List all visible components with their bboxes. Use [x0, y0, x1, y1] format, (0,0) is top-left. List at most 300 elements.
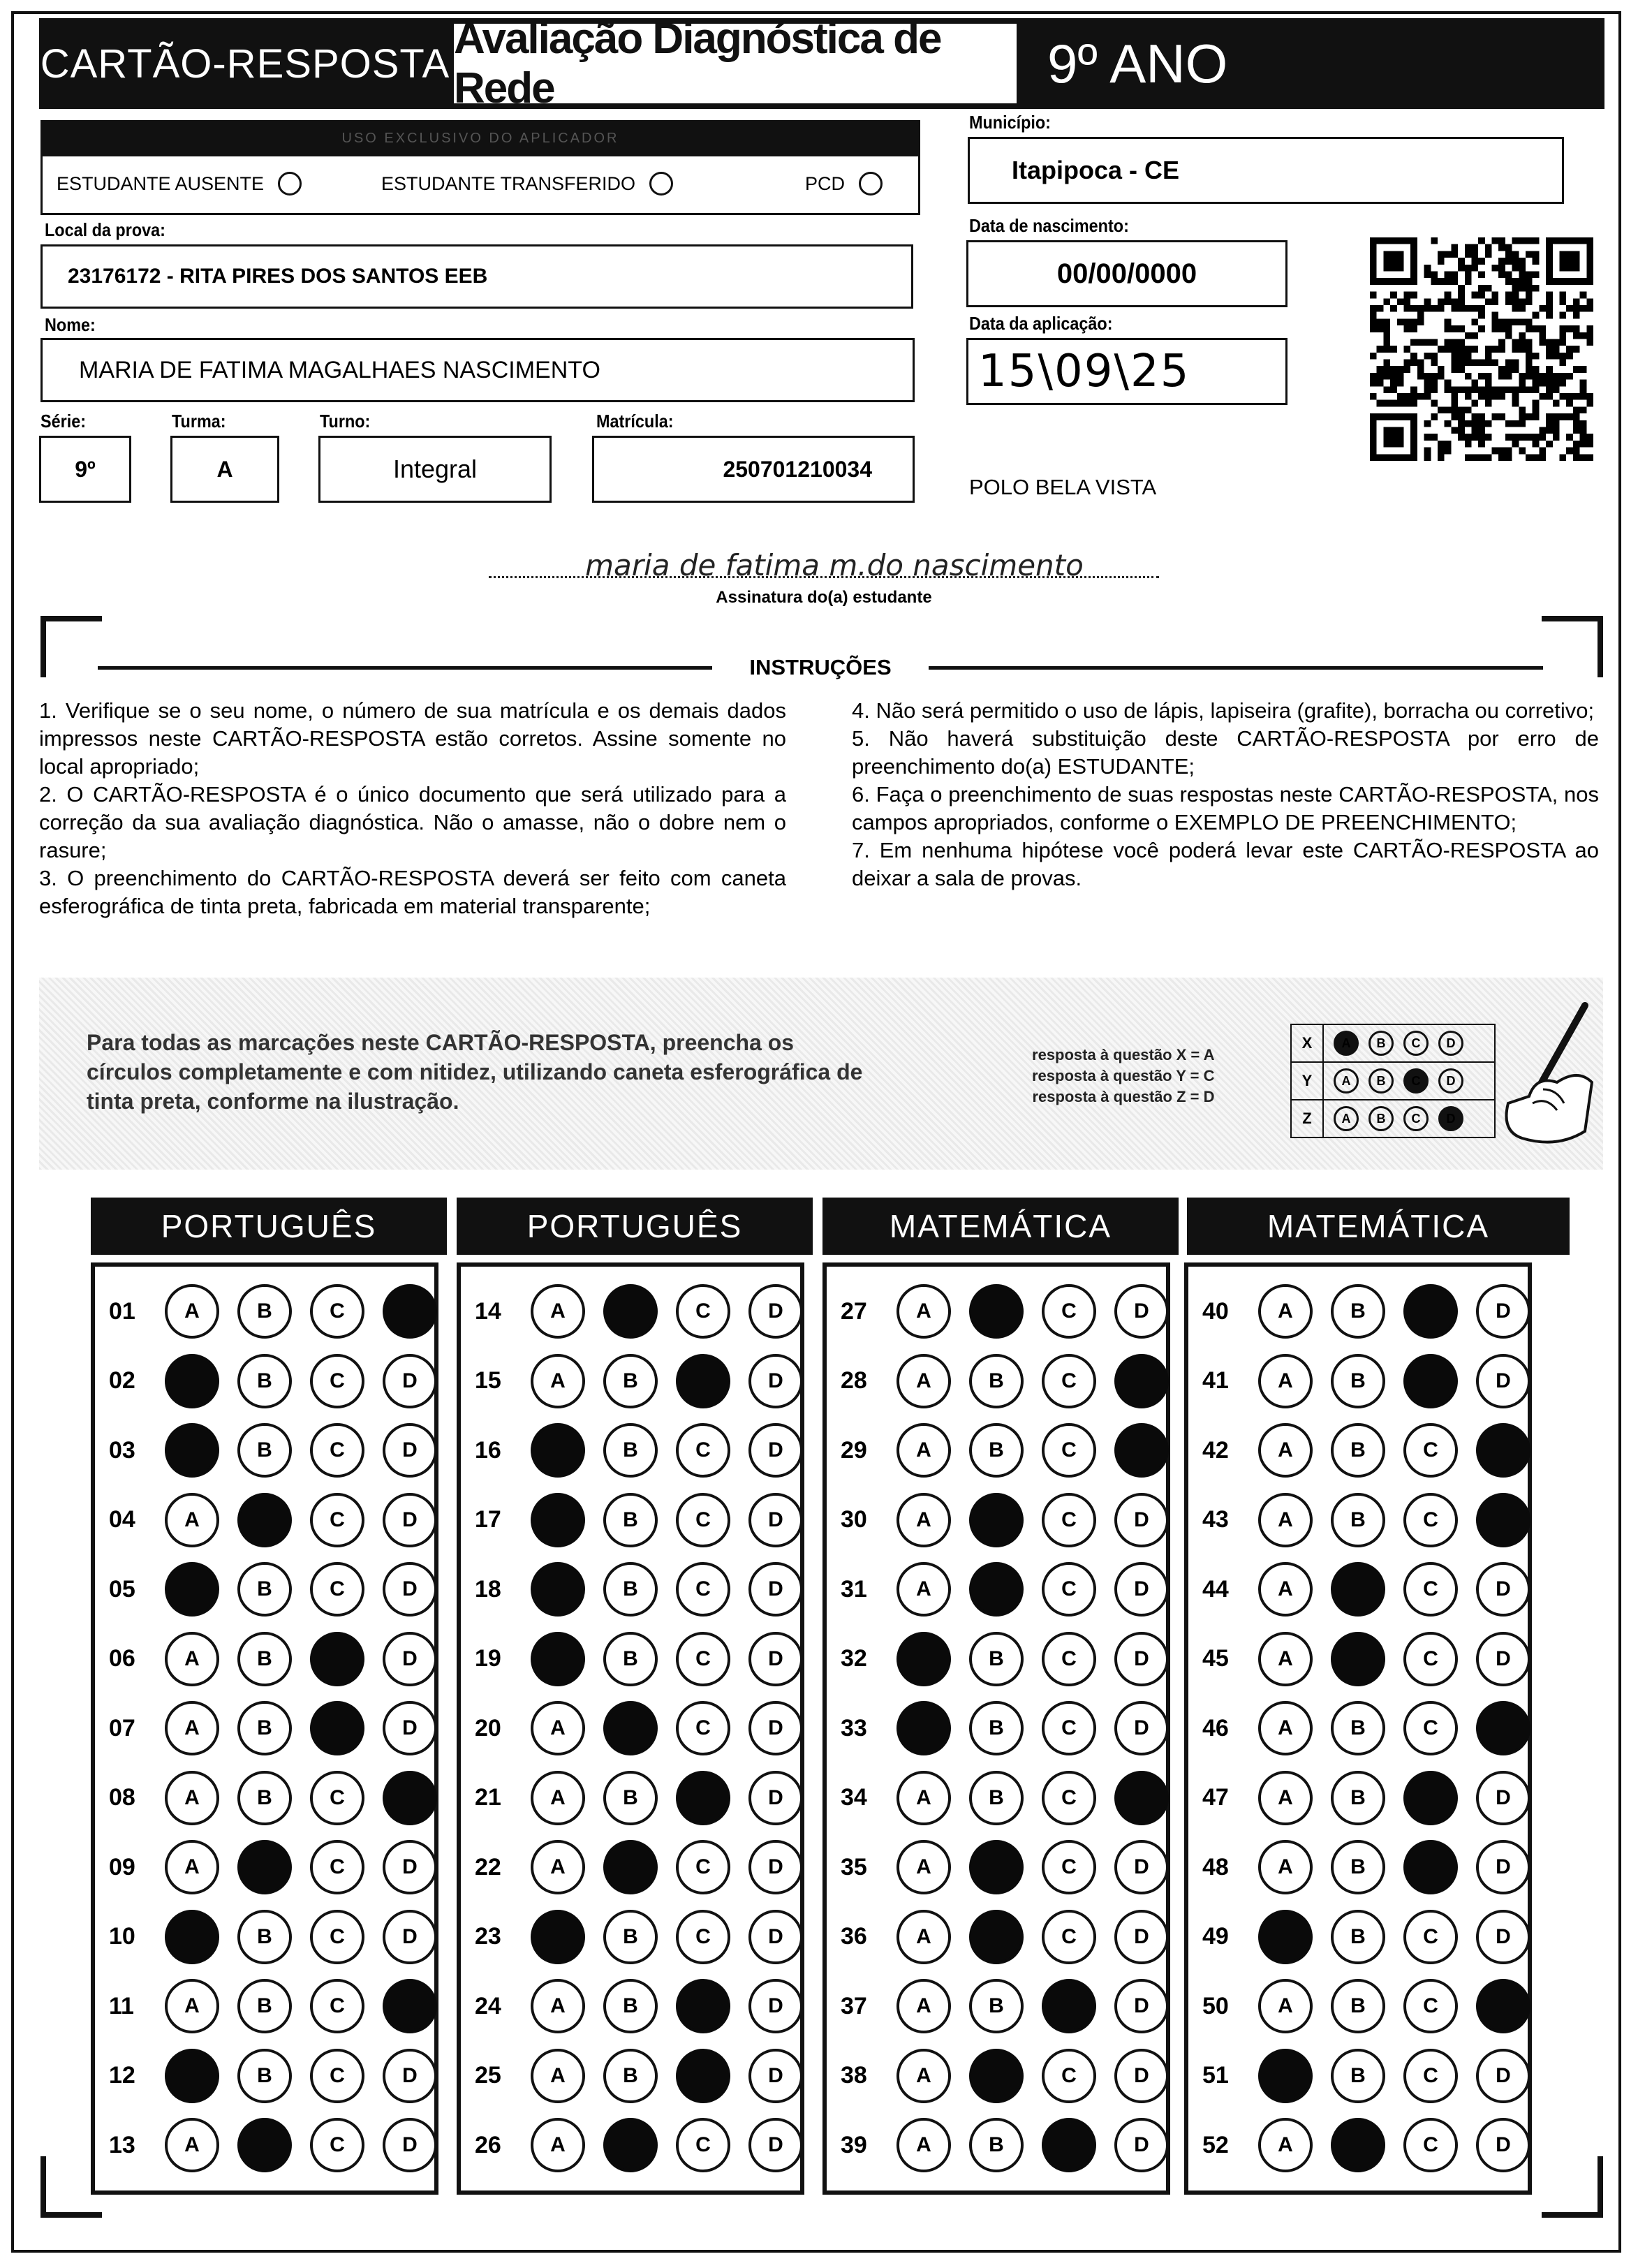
answer-bubble-c[interactable] [310, 1632, 364, 1686]
question-row [1202, 1767, 1530, 1829]
answer-bubble-c[interactable]: C [1042, 1284, 1096, 1339]
answer-bubble-d[interactable]: D [1114, 1701, 1169, 1755]
card-title: CARTÃO-RESPOSTA [40, 40, 450, 87]
answer-bubble-a[interactable]: A [165, 1979, 219, 2033]
answer-bubble-c[interactable]: C [676, 1632, 730, 1686]
answer-bubble-a[interactable]: A [897, 2118, 951, 2172]
answer-bubble-b[interactable] [1331, 1562, 1385, 1617]
answer-bubble-b[interactable]: B [237, 1910, 292, 1964]
answer-bubble-c[interactable]: C [1403, 1701, 1458, 1755]
answer-bubble-d[interactable]: D [1114, 1979, 1169, 2033]
answer-bubble-a[interactable]: A [165, 1284, 219, 1339]
answer-bubble-b[interactable]: B [603, 1910, 658, 1964]
answer-bubble-b[interactable]: B [1331, 1910, 1385, 1964]
question-number: 30 [841, 1506, 867, 1533]
answer-bubble-a[interactable]: A [531, 1284, 585, 1339]
answer-bubble-a[interactable] [531, 1423, 585, 1478]
signature-line [489, 576, 1159, 578]
answer-bubble-a[interactable]: A [897, 1562, 951, 1617]
answer-bubble-b[interactable]: B [237, 1632, 292, 1686]
answer-bubble-c[interactable]: C [310, 1840, 364, 1894]
answer-bubble-b[interactable]: B [1331, 1423, 1385, 1478]
answer-bubble-d[interactable]: D [748, 1354, 803, 1408]
answer-bubble-a[interactable]: A [1258, 1493, 1313, 1547]
answer-bubble-b[interactable] [1331, 2118, 1385, 2172]
answer-bubble-b[interactable] [969, 1840, 1024, 1894]
answer-bubble-c[interactable] [676, 1771, 730, 1825]
question-row [475, 1767, 803, 1829]
question-number: 24 [475, 1992, 501, 2019]
question-row [841, 1420, 1169, 1481]
answer-bubble-d[interactable] [1476, 1701, 1530, 1755]
answer-bubble-a[interactable] [165, 1562, 219, 1617]
answer-bubble-c[interactable]: C [1042, 1840, 1096, 1894]
answer-bubble-a[interactable]: A [1258, 2118, 1313, 2172]
hand-pen-icon [1480, 999, 1599, 1159]
answer-bubble-a[interactable] [165, 1910, 219, 1964]
answer-bubble-a[interactable]: A [531, 1771, 585, 1825]
answer-bubble-c[interactable]: C [1042, 1493, 1096, 1547]
local-value: 23176172 - RITA PIRES DOS SANTOS EEB [68, 265, 488, 288]
answer-bubble-b[interactable]: B [237, 1701, 292, 1755]
answer-bubble-b[interactable]: B [237, 2049, 292, 2103]
answer-bubble-d[interactable]: D [748, 1284, 803, 1339]
question-row [475, 1420, 803, 1481]
answer-bubble-b[interactable] [603, 2118, 658, 2172]
answer-bubble-d[interactable]: D [1114, 1284, 1169, 1339]
answer-bubble-d[interactable]: D [748, 1910, 803, 1964]
answer-bubble-c[interactable]: C [310, 2118, 364, 2172]
answer-bubble-b[interactable]: B [603, 1423, 658, 1478]
answer-bubble-d[interactable]: D [1476, 1771, 1530, 1825]
answer-bubble-d[interactable]: D [383, 1701, 437, 1755]
instruction-item: 5. Não haverá substituição deste CARTÃO-RESPOSTA por erro de preenchimento do(a) ESTUDANTE; [852, 726, 1599, 779]
answer-bubble-d[interactable]: D [383, 2049, 437, 2103]
answer-bubble-c[interactable]: C [310, 2049, 364, 2103]
answer-bubble-b[interactable]: B [969, 1423, 1024, 1478]
answer-bubble-c[interactable]: C [1042, 1632, 1096, 1686]
answer-bubble-b[interactable]: B [969, 1354, 1024, 1408]
answer-bubble-c[interactable]: C [310, 1910, 364, 1964]
question-number: 38 [841, 2062, 867, 2089]
answer-bubble-b[interactable] [603, 1840, 658, 1894]
question-number: 41 [1202, 1367, 1229, 1394]
matricula-field [592, 436, 915, 503]
answer-bubble-d[interactable]: D [748, 1493, 803, 1547]
answer-bubble-c[interactable] [1403, 1840, 1458, 1894]
grade-title: 9º ANO [1047, 32, 1228, 94]
answer-bubble-b[interactable]: B [969, 1771, 1024, 1825]
question-number: 31 [841, 1575, 867, 1603]
answer-bubble-d[interactable]: D [748, 1840, 803, 1894]
question-number: 37 [841, 1992, 867, 2019]
answer-bubble-d[interactable]: D [748, 2118, 803, 2172]
question-row [841, 1281, 1169, 1342]
answer-bubble-a[interactable]: A [897, 1771, 951, 1825]
answer-bubble-d[interactable]: D [1114, 2118, 1169, 2172]
answer-bubble-c[interactable]: C [1042, 1423, 1096, 1478]
answer-bubble-b[interactable]: B [603, 1354, 658, 1408]
answer-bubble-a[interactable]: A [531, 2118, 585, 2172]
answer-bubble-b[interactable]: B [1331, 1493, 1385, 1547]
answer-bubble-b[interactable]: B [603, 1562, 658, 1617]
answer-bubble-d[interactable]: D [383, 2118, 437, 2172]
answer-bubble-a[interactable]: A [531, 1354, 585, 1408]
nome-field [40, 338, 915, 402]
answer-bubble-a[interactable] [897, 1632, 951, 1686]
answer-bubble-b[interactable]: B [969, 1979, 1024, 2033]
answer-bubble-b[interactable] [969, 2049, 1024, 2103]
answer-bubble-d[interactable]: D [1476, 1840, 1530, 1894]
answer-bubble-a[interactable]: A [897, 1910, 951, 1964]
answer-bubble-c[interactable]: C [1403, 1423, 1458, 1478]
answer-bubble-c[interactable] [676, 1979, 730, 2033]
answer-bubble-c[interactable]: C [1042, 2049, 1096, 2103]
example-bubble-a: A [1334, 1068, 1359, 1094]
answer-bubble-d[interactable]: D [1114, 1632, 1169, 1686]
answer-bubble-c[interactable]: C [310, 1562, 364, 1617]
question-number: 14 [475, 1297, 501, 1325]
answer-bubble-c[interactable]: C [1042, 1562, 1096, 1617]
question-row [1202, 1420, 1530, 1481]
answer-bubble-c[interactable]: C [1042, 1910, 1096, 1964]
question-number: 27 [841, 1297, 867, 1325]
answer-bubble-c[interactable]: C [1042, 1354, 1096, 1408]
answer-bubble-c[interactable]: C [310, 1493, 364, 1547]
answer-bubble-a[interactable]: A [165, 1771, 219, 1825]
answer-bubble-a[interactable] [531, 1493, 585, 1547]
question-row [109, 1767, 437, 1829]
answer-bubble-c[interactable]: C [310, 1284, 364, 1339]
answer-bubble-b[interactable]: B [1331, 2049, 1385, 2103]
answer-bubble-a[interactable]: A [165, 1632, 219, 1686]
answer-bubble-b[interactable]: B [237, 1979, 292, 2033]
answer-bubble-d[interactable]: D [383, 1493, 437, 1547]
answer-bubble-b[interactable] [603, 1701, 658, 1755]
answer-bubble-a[interactable]: A [1258, 1284, 1313, 1339]
question-row [109, 1489, 437, 1551]
answer-bubble-c[interactable]: C [1403, 1979, 1458, 2033]
answer-bubble-a[interactable]: A [897, 1423, 951, 1478]
nascimento-label: Data de nascimento: [969, 215, 1129, 236]
answer-bubble-c[interactable]: C [676, 1701, 730, 1755]
answer-bubble-b[interactable] [237, 2118, 292, 2172]
answer-bubble-d[interactable] [1114, 1354, 1169, 1408]
answer-bubble-a[interactable]: A [165, 1493, 219, 1547]
answer-bubble-b[interactable]: B [603, 1771, 658, 1825]
question-number: 40 [1202, 1297, 1229, 1325]
signature-handwriting: maria de fatima m.do nascimento [585, 548, 1084, 582]
question-number: 06 [109, 1645, 135, 1672]
transferido-bubble[interactable] [649, 172, 673, 196]
question-number: 22 [475, 1853, 501, 1880]
answer-bubble-d[interactable] [1114, 1771, 1169, 1825]
answer-bubble-d[interactable] [1476, 1423, 1530, 1478]
corner-mark [1542, 2156, 1603, 2218]
answer-bubble-d[interactable]: D [748, 1771, 803, 1825]
answer-bubble-a[interactable]: A [1258, 1840, 1313, 1894]
question-row [475, 1489, 803, 1551]
answer-bubble-a[interactable] [1258, 1910, 1313, 1964]
example-bubble-b: B [1368, 1031, 1394, 1056]
answer-bubble-d[interactable] [383, 1771, 437, 1825]
answer-bubble-d[interactable]: D [1476, 1354, 1530, 1408]
answer-bubble-c[interactable]: C [676, 1910, 730, 1964]
answer-bubble-c[interactable]: C [1403, 1493, 1458, 1547]
example-row-key: X [1292, 1025, 1324, 1061]
answer-bubble-b[interactable]: B [1331, 1771, 1385, 1825]
answer-bubble-b[interactable]: B [237, 1354, 292, 1408]
answer-bubble-c[interactable] [1042, 2118, 1096, 2172]
answer-bubble-a[interactable] [531, 1632, 585, 1686]
example-row-key: Z [1292, 1100, 1324, 1137]
serie-label: Série: [40, 411, 87, 432]
answer-bubble-d[interactable]: D [1114, 2049, 1169, 2103]
example-bubble-c: C [1403, 1068, 1429, 1094]
answer-bubble-a[interactable]: A [897, 1979, 951, 2033]
question-row [841, 1628, 1169, 1690]
answer-bubble-b[interactable]: B [1331, 1979, 1385, 2033]
answer-bubble-d[interactable]: D [1114, 1493, 1169, 1547]
answer-bubble-d[interactable]: D [383, 1423, 437, 1478]
answer-bubble-a[interactable]: A [1258, 1632, 1313, 1686]
ausente-bubble[interactable] [278, 172, 302, 196]
answer-bubble-d[interactable]: D [1114, 1840, 1169, 1894]
answer-bubble-c[interactable]: C [676, 2118, 730, 2172]
option-pcd [805, 172, 883, 196]
question-row [475, 1836, 803, 1898]
answer-bubble-b[interactable] [969, 1910, 1024, 1964]
answer-bubble-b[interactable] [969, 1562, 1024, 1617]
question-row [475, 1559, 803, 1620]
example-bubble-b: B [1368, 1106, 1394, 1131]
answer-bubble-b[interactable] [237, 1840, 292, 1894]
answer-bubble-b[interactable]: B [969, 2118, 1024, 2172]
answer-bubble-b[interactable]: B [603, 1493, 658, 1547]
example-row-key: Y [1292, 1063, 1324, 1099]
answer-bubble-c[interactable]: C [310, 1771, 364, 1825]
answer-bubble-a[interactable]: A [897, 1354, 951, 1408]
example-bubble-d: D [1438, 1106, 1463, 1131]
question-number: 28 [841, 1367, 867, 1394]
answer-bubble-b[interactable]: B [1331, 1840, 1385, 1894]
option-pcd-label: PCD [805, 172, 846, 194]
answer-bubble-d[interactable] [1476, 1979, 1530, 2033]
answer-bubble-d[interactable]: D [748, 1979, 803, 2033]
section-header: PORTUGUÊS [91, 1198, 447, 1255]
nascimento-field [966, 240, 1287, 307]
answer-bubble-b[interactable]: B [1331, 1284, 1385, 1339]
question-row [841, 1906, 1169, 1968]
answer-bubble-c[interactable]: C [1403, 1562, 1458, 1617]
answer-bubble-c[interactable]: C [676, 1493, 730, 1547]
answer-bubble-d[interactable]: D [748, 1701, 803, 1755]
answer-bubble-a[interactable]: A [165, 2118, 219, 2172]
answer-bubble-c[interactable]: C [1403, 1910, 1458, 1964]
answer-bubble-d[interactable] [1114, 1423, 1169, 1478]
answer-bubble-d[interactable]: D [1114, 1562, 1169, 1617]
answer-bubble-a[interactable]: A [1258, 1562, 1313, 1617]
question-row [475, 2114, 803, 2176]
answer-bubble-d[interactable]: D [1476, 1284, 1530, 1339]
question-row [109, 1698, 437, 1759]
local-field [40, 244, 913, 309]
answer-bubble-d[interactable]: D [383, 1354, 437, 1408]
answer-bubble-b[interactable]: B [603, 1632, 658, 1686]
answer-bubble-c[interactable] [1042, 1979, 1096, 2033]
answer-bubble-a[interactable]: A [531, 1701, 585, 1755]
answer-bubble-a[interactable]: A [897, 1493, 951, 1547]
answer-bubble-c[interactable] [1403, 1284, 1458, 1339]
serie-value: 9º [75, 456, 96, 482]
question-row [841, 2045, 1169, 2107]
answer-bubble-a[interactable] [165, 2049, 219, 2103]
answer-bubble-b[interactable] [969, 1493, 1024, 1547]
answer-bubble-d[interactable]: D [1476, 1632, 1530, 1686]
answer-bubble-d[interactable]: D [748, 1632, 803, 1686]
answer-bubble-a[interactable] [897, 1701, 951, 1755]
answer-bubble-b[interactable]: B [237, 1562, 292, 1617]
answer-bubble-a[interactable]: A [1258, 1701, 1313, 1755]
answer-bubble-a[interactable]: A [897, 2049, 951, 2103]
answer-bubble-d[interactable]: D [748, 1562, 803, 1617]
answer-bubble-b[interactable]: B [603, 2049, 658, 2103]
answer-bubble-c[interactable]: C [310, 1354, 364, 1408]
answer-bubble-a[interactable] [531, 1910, 585, 1964]
question-number: 46 [1202, 1714, 1229, 1742]
turno-label: Turno: [320, 411, 371, 432]
answer-bubble-a[interactable]: A [1258, 1979, 1313, 2033]
question-number: 04 [109, 1506, 135, 1533]
answer-bubble-a[interactable]: A [531, 1840, 585, 1894]
answer-bubble-c[interactable]: C [1403, 2118, 1458, 2172]
answer-bubble-a[interactable] [1258, 2049, 1313, 2103]
answer-bubble-c[interactable]: C [676, 1562, 730, 1617]
instructions-rule [929, 666, 1543, 670]
answer-bubble-b[interactable]: B [969, 1632, 1024, 1686]
question-number: 08 [109, 1784, 135, 1811]
answer-bubble-b[interactable]: B [603, 1979, 658, 2033]
answer-bubble-b[interactable] [969, 1284, 1024, 1339]
answer-bubble-b[interactable]: B [969, 1701, 1024, 1755]
question-number: 01 [109, 1297, 135, 1325]
answer-bubble-d[interactable]: D [383, 1840, 437, 1894]
answer-bubble-d[interactable]: D [748, 2049, 803, 2103]
answer-bubble-b[interactable]: B [237, 1284, 292, 1339]
answer-bubble-b[interactable] [603, 1284, 658, 1339]
answer-bubble-a[interactable]: A [897, 1840, 951, 1894]
answer-bubble-c[interactable]: C [676, 1840, 730, 1894]
question-row [841, 1767, 1169, 1829]
answer-bubble-c[interactable]: C [310, 1979, 364, 2033]
answer-bubble-d[interactable]: D [383, 1632, 437, 1686]
instruction-item: 2. O CARTÃO-RESPOSTA é o único documento que será utilizado para a correção da sua avaliação diagnóstica. Não o amasse, não o dobre nem o rasure; [39, 782, 786, 862]
answer-bubble-d[interactable]: D [1476, 1910, 1530, 1964]
answer-bubble-d[interactable]: D [1476, 2049, 1530, 2103]
answer-bubble-c[interactable] [676, 2049, 730, 2103]
answer-bubble-a[interactable] [165, 1423, 219, 1478]
answer-bubble-d[interactable]: D [748, 1423, 803, 1478]
answer-bubble-d[interactable] [383, 1284, 437, 1339]
answer-bubble-d[interactable]: D [1476, 2118, 1530, 2172]
answer-bubble-a[interactable]: A [531, 2049, 585, 2103]
answer-bubble-c[interactable]: C [1042, 1701, 1096, 1755]
exam-title: Avaliação Diagnóstica de Rede [454, 24, 1017, 103]
option-ausente-label: ESTUDANTE AUSENTE [57, 172, 265, 194]
answer-bubble-d[interactable]: D [383, 1562, 437, 1617]
question-number: 10 [109, 1923, 135, 1950]
answer-bubble-b[interactable]: B [237, 1771, 292, 1825]
example-bubble-c: C [1403, 1031, 1429, 1056]
answer-bubble-a[interactable]: A [165, 1840, 219, 1894]
answer-bubble-a[interactable]: A [897, 1284, 951, 1339]
instructions-left [39, 697, 786, 920]
answer-bubble-b[interactable]: B [237, 1423, 292, 1478]
answer-bubble-c[interactable] [1403, 1771, 1458, 1825]
question-row [475, 1975, 803, 2037]
answer-bubble-c[interactable] [310, 1701, 364, 1755]
question-row [1202, 1489, 1530, 1551]
answer-bubble-a[interactable]: A [1258, 1423, 1313, 1478]
turma-label: Turma: [172, 411, 226, 432]
answer-bubble-a[interactable] [165, 1354, 219, 1408]
answer-bubble-b[interactable] [237, 1493, 292, 1547]
answer-bubble-b[interactable]: B [1331, 1354, 1385, 1408]
question-row [475, 1350, 803, 1412]
question-number: 17 [475, 1506, 501, 1533]
fill-example-legend [1032, 1045, 1214, 1107]
answer-bubble-a[interactable]: A [1258, 1354, 1313, 1408]
answer-bubble-c[interactable]: C [676, 1284, 730, 1339]
answer-bubble-c[interactable] [676, 1354, 730, 1408]
answer-bubble-a[interactable]: A [531, 1979, 585, 2033]
question-number: 26 [475, 2131, 501, 2158]
instruction-item: 4. Não será permitido o uso de lápis, lapiseira (grafite), borracha ou corretivo; [852, 698, 1595, 723]
answer-bubble-a[interactable]: A [165, 1701, 219, 1755]
pcd-bubble[interactable] [859, 172, 883, 196]
answer-bubble-c[interactable] [1403, 1354, 1458, 1408]
answer-bubble-d[interactable] [1476, 1493, 1530, 1547]
answer-bubble-d[interactable]: D [1114, 1910, 1169, 1964]
answer-bubble-a[interactable]: A [1258, 1771, 1313, 1825]
answer-bubble-d[interactable]: D [383, 1910, 437, 1964]
aplicacao-field[interactable] [966, 338, 1287, 405]
answer-bubble-c[interactable]: C [1403, 2049, 1458, 2103]
section-header: MATEMÁTICA [822, 1198, 1179, 1255]
question-number: 02 [109, 1367, 135, 1394]
question-number: 42 [1202, 1436, 1229, 1464]
question-row [841, 1698, 1169, 1759]
instructions-title: INSTRUÇÕES [749, 655, 892, 679]
question-number: 15 [475, 1367, 501, 1394]
turno-value: Integral [392, 455, 478, 483]
answer-bubble-a[interactable] [531, 1562, 585, 1617]
answer-bubble-b[interactable]: B [1331, 1701, 1385, 1755]
answer-bubble-c[interactable]: C [1042, 1771, 1096, 1825]
answer-bubble-b[interactable] [1331, 1632, 1385, 1686]
answer-bubble-c[interactable]: C [676, 1423, 730, 1478]
question-row [841, 1836, 1169, 1898]
answer-bubble-d[interactable]: D [1476, 1562, 1530, 1617]
answer-bubble-d[interactable] [383, 1979, 437, 2033]
answer-bubble-c[interactable]: C [310, 1423, 364, 1478]
question-number: 33 [841, 1714, 867, 1742]
question-row [475, 2045, 803, 2107]
question-row [1202, 2114, 1530, 2176]
answer-bubble-c[interactable]: C [1403, 1632, 1458, 1686]
example-bubble-d: D [1438, 1031, 1463, 1056]
legend-line: resposta à questão Y = C [1032, 1067, 1215, 1084]
